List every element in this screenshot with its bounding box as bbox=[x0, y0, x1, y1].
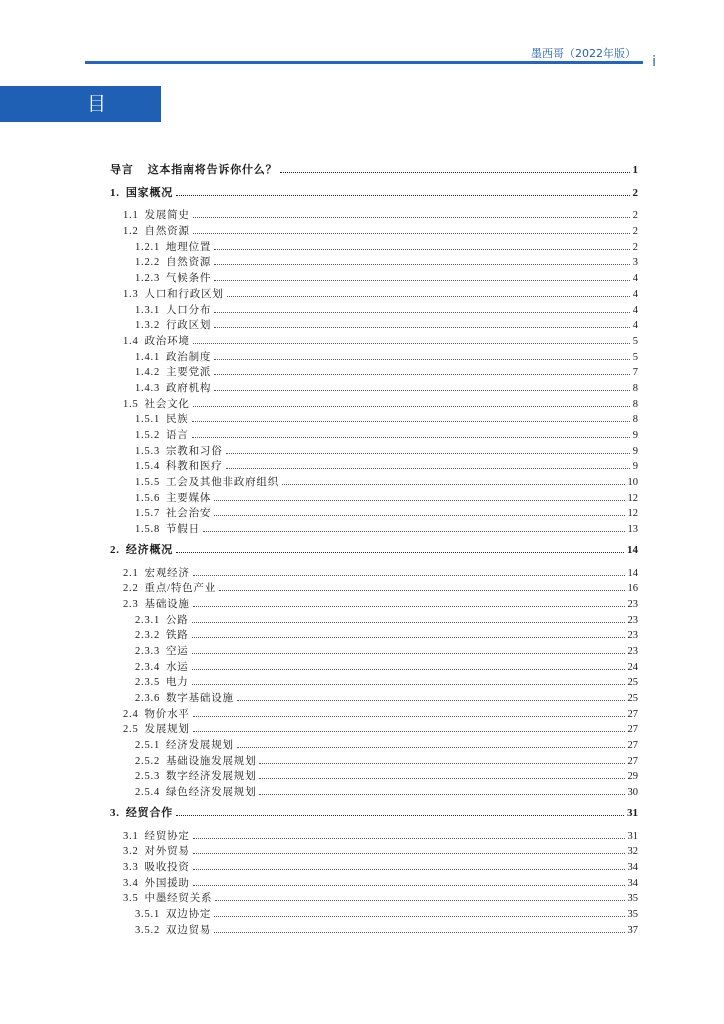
toc-entry-page: 10 bbox=[627, 477, 638, 489]
dot-leader bbox=[214, 373, 630, 375]
toc-entry-number: 2.1 bbox=[123, 567, 139, 579]
toc-entry-title: 语言 bbox=[166, 430, 189, 441]
toc-entry-title: 对外贸易 bbox=[144, 846, 190, 858]
toc-entry[interactable] bbox=[110, 860, 638, 876]
dot-leader bbox=[227, 295, 630, 297]
dot-leader bbox=[193, 715, 625, 717]
toc-entry-title: 宏观经济 bbox=[144, 567, 190, 579]
toc-entry-number: 2.3.3 bbox=[135, 645, 160, 657]
toc-entry-title: 物价水平 bbox=[144, 708, 190, 720]
toc-entry[interactable] bbox=[110, 350, 638, 366]
toc-entry-number: 3.3 bbox=[123, 861, 139, 873]
toc-entry-page: 23 bbox=[627, 614, 638, 626]
toc-entry-number: 3.5 bbox=[123, 893, 139, 905]
toc-entry-page: 2 bbox=[632, 226, 638, 238]
toc-entry[interactable] bbox=[110, 475, 638, 491]
toc-entry-title: 地理位置 bbox=[166, 241, 212, 253]
toc-entry-page: 34 bbox=[627, 861, 638, 873]
toc-entry-number: 2.2 bbox=[123, 583, 139, 595]
toc-entry-title: 节假日 bbox=[166, 524, 200, 536]
toc-entry[interactable] bbox=[110, 506, 638, 522]
dot-leader bbox=[193, 574, 625, 576]
toc-entry-page: 12 bbox=[627, 508, 638, 520]
toc-entry-number: 1.2 bbox=[123, 226, 139, 238]
toc-entry[interactable] bbox=[110, 829, 638, 845]
toc-entry-number: 2.5.2 bbox=[135, 755, 160, 767]
toc-entry-title: 发展简史 bbox=[144, 210, 190, 222]
dot-leader bbox=[193, 405, 630, 407]
dot-leader bbox=[193, 837, 625, 839]
toc-entry[interactable] bbox=[110, 691, 638, 707]
dot-leader bbox=[192, 636, 625, 638]
dot-leader bbox=[192, 621, 625, 623]
toc-entry-page: 8 bbox=[632, 398, 638, 410]
dot-leader bbox=[226, 452, 630, 454]
toc-entry[interactable] bbox=[110, 444, 638, 460]
toc-entry[interactable] bbox=[110, 923, 638, 939]
dot-leader bbox=[214, 311, 630, 313]
toc-entry-page: 29 bbox=[627, 771, 638, 783]
toc-entry-title: 数字基础设施 bbox=[166, 693, 234, 704]
toc-entry-number: 1.5.1 bbox=[135, 414, 160, 426]
toc-entry-number: 2.4 bbox=[123, 708, 139, 720]
toc-entry-page: 2 bbox=[632, 186, 638, 199]
toc-entry[interactable] bbox=[110, 754, 638, 770]
toc-entry-number: 1.4 bbox=[123, 335, 139, 347]
toc-entry[interactable] bbox=[110, 644, 638, 660]
dot-leader bbox=[259, 762, 624, 764]
toc-entry[interactable] bbox=[110, 163, 638, 179]
dot-leader bbox=[214, 358, 630, 360]
toc-entry-number: 2.5.4 bbox=[135, 787, 160, 799]
toc-entry-page: 23 bbox=[627, 598, 638, 610]
dot-leader bbox=[193, 884, 625, 886]
toc-entry-number: 1.5.8 bbox=[135, 524, 160, 536]
dot-leader bbox=[214, 389, 630, 391]
dot-leader bbox=[237, 699, 625, 701]
dot-leader bbox=[176, 551, 624, 553]
toc-entry-number: 2.3.1 bbox=[135, 614, 160, 626]
toc-entry-title: 公路 bbox=[166, 614, 189, 626]
toc-entry-page: 4 bbox=[632, 273, 638, 285]
dot-leader bbox=[214, 499, 624, 501]
toc-entry-page: 32 bbox=[627, 846, 638, 858]
toc-entry[interactable] bbox=[110, 738, 638, 754]
toc-entry-title: 主要党派 bbox=[166, 367, 212, 379]
toc-entry-title: 自然资源 bbox=[144, 226, 190, 238]
toc-entry-title: 工会及其他非政府组织 bbox=[166, 477, 279, 489]
toc-entry-number: 3.5.1 bbox=[135, 908, 160, 920]
toc-entry-title: 水运 bbox=[166, 661, 189, 673]
toc-entry-number: 1.3.1 bbox=[135, 304, 160, 316]
header-rule bbox=[85, 61, 643, 64]
toc-entry-page: 31 bbox=[627, 830, 638, 842]
toc-entry[interactable] bbox=[110, 271, 638, 287]
toc-entry[interactable] bbox=[110, 844, 638, 860]
toc-entry[interactable] bbox=[110, 365, 638, 381]
toc-entry-page: 30 bbox=[627, 787, 638, 799]
dot-leader bbox=[214, 915, 624, 917]
dot-leader bbox=[226, 467, 630, 469]
toc-entry-page: 4 bbox=[632, 304, 638, 316]
toc-entry-number: 1.5.4 bbox=[135, 461, 160, 473]
toc-entry[interactable] bbox=[110, 628, 638, 644]
dot-leader bbox=[192, 436, 630, 438]
dot-leader bbox=[282, 483, 625, 485]
toc-entry-page: 5 bbox=[632, 335, 638, 347]
toc-entry[interactable] bbox=[110, 876, 638, 892]
toc-entry-title: 外国援助 bbox=[144, 877, 190, 889]
toc-entry-number: 2. bbox=[110, 543, 120, 556]
toc-entry-page: 4 bbox=[632, 288, 638, 300]
toc-entry[interactable] bbox=[110, 581, 638, 597]
dot-leader bbox=[214, 279, 630, 281]
toc-entry-number: 3.1 bbox=[123, 830, 139, 842]
dot-leader bbox=[203, 530, 625, 532]
toc-entry[interactable] bbox=[110, 412, 638, 428]
dot-leader bbox=[192, 652, 625, 654]
toc-entry-number: 1.5.7 bbox=[135, 508, 160, 520]
toc-entry-title: 双边贸易 bbox=[166, 924, 212, 936]
toc-entry-number: 1.5 bbox=[123, 398, 139, 410]
toc-entry[interactable] bbox=[110, 287, 638, 303]
toc-entry-number: 3. bbox=[110, 806, 120, 819]
toc-entry-title: 双边协定 bbox=[166, 908, 212, 920]
toc-entry-number: 1.2.2 bbox=[135, 257, 160, 269]
toc-entry[interactable] bbox=[110, 522, 638, 538]
toc-entry-number: 1.4.1 bbox=[135, 351, 160, 363]
toc-entry-title: 电力 bbox=[166, 677, 189, 689]
toc-entry[interactable] bbox=[110, 566, 638, 582]
toc-entry-page: 35 bbox=[627, 908, 638, 920]
toc-entry-page: 5 bbox=[632, 351, 638, 363]
toc-entry-title: 政府机构 bbox=[166, 382, 212, 394]
toc-entry-title: 社会治安 bbox=[166, 508, 212, 520]
dot-leader bbox=[176, 814, 624, 816]
dot-leader bbox=[219, 589, 624, 591]
toc-entry[interactable] bbox=[110, 255, 638, 271]
toc-entry-page: 16 bbox=[627, 583, 638, 595]
toc-entry-page: 35 bbox=[627, 893, 638, 905]
toc-entry-page: 25 bbox=[627, 677, 638, 689]
toc-entry[interactable] bbox=[110, 597, 638, 613]
toc-entry-number: 2.3.6 bbox=[135, 693, 160, 704]
dot-leader bbox=[193, 868, 625, 870]
toc-entry[interactable] bbox=[110, 891, 638, 907]
toc-entry-page: 12 bbox=[627, 492, 638, 504]
toc-entry-page: 9 bbox=[632, 445, 638, 457]
dot-leader bbox=[176, 194, 629, 196]
toc-entry-title: 国家概况 bbox=[125, 186, 174, 199]
toc-entry-title: 重点/特色产业 bbox=[144, 583, 217, 595]
toc-entry-number: 1.5.3 bbox=[135, 445, 160, 457]
toc-entry[interactable] bbox=[110, 240, 638, 256]
dot-leader bbox=[192, 420, 630, 422]
dot-leader bbox=[192, 683, 625, 685]
toc-entry-page: 4 bbox=[632, 320, 638, 332]
dot-leader bbox=[214, 263, 630, 265]
toc-entry-number: 2.5 bbox=[123, 724, 139, 736]
dot-leader bbox=[259, 793, 624, 795]
toc-entry-page: 7 bbox=[632, 367, 638, 379]
toc-entry-number: 3.2 bbox=[123, 846, 139, 858]
toc-entry-number: 2.3.2 bbox=[135, 630, 160, 642]
toc-entry[interactable] bbox=[110, 303, 638, 319]
toc-entry-title: 经贸合作 bbox=[125, 806, 174, 819]
toc-entry[interactable] bbox=[110, 208, 638, 224]
toc-entry-number: 1.5.5 bbox=[135, 477, 160, 489]
dot-leader bbox=[192, 668, 625, 670]
toc-entry-number: 导言 bbox=[110, 164, 134, 176]
toc-title: 目录 bbox=[0, 86, 161, 122]
toc-entry-number: 1.2.1 bbox=[135, 241, 160, 253]
toc-entry-title: 人口分布 bbox=[166, 304, 212, 316]
toc-entry-page: 27 bbox=[627, 755, 638, 767]
toc-entry[interactable] bbox=[110, 785, 638, 801]
toc-entry[interactable] bbox=[110, 722, 638, 738]
toc-entry-title: 政治环境 bbox=[144, 335, 190, 347]
toc-entry-title: 这本指南将告诉你什么？ bbox=[147, 164, 278, 176]
dot-leader bbox=[193, 730, 625, 732]
toc-entry-page: 9 bbox=[632, 430, 638, 441]
toc-entry[interactable] bbox=[110, 707, 638, 723]
toc-entry-number: 1.2.3 bbox=[135, 273, 160, 285]
dot-leader bbox=[280, 171, 629, 173]
toc-entry[interactable] bbox=[110, 224, 638, 240]
toc-entry[interactable] bbox=[110, 186, 638, 202]
dot-leader bbox=[237, 746, 625, 748]
toc-entry-page: 14 bbox=[627, 567, 638, 579]
toc-entry-number: 1.5.2 bbox=[135, 430, 160, 441]
toc-entry[interactable] bbox=[110, 428, 638, 444]
toc-entry-title: 行政区划 bbox=[166, 320, 212, 332]
dot-leader bbox=[193, 342, 630, 344]
toc-entry-title: 基础设施 bbox=[144, 598, 190, 610]
toc-entry-title: 中墨经贸关系 bbox=[144, 893, 213, 905]
toc-entry-page: 3 bbox=[632, 257, 638, 269]
toc-entry-page: 23 bbox=[627, 645, 638, 657]
toc-entry[interactable] bbox=[110, 675, 638, 691]
toc-entry-title: 自然资源 bbox=[166, 257, 212, 269]
toc-entry-title: 经贸协定 bbox=[144, 830, 190, 842]
toc-entry-page: 27 bbox=[627, 740, 638, 752]
toc-entry-number: 1.1 bbox=[123, 210, 139, 222]
toc-entry-title: 发展规划 bbox=[144, 724, 190, 736]
page-number: i bbox=[652, 54, 656, 70]
toc-entry-number: 2.3 bbox=[123, 598, 139, 610]
toc-entry-title: 经济概况 bbox=[125, 543, 174, 556]
toc-entry[interactable] bbox=[110, 459, 638, 475]
toc-entry[interactable] bbox=[110, 806, 638, 822]
dot-leader bbox=[215, 899, 624, 901]
toc-entry-page: 31 bbox=[627, 806, 638, 819]
toc-entry-title: 空运 bbox=[166, 645, 189, 657]
toc-entry-title: 科教和医疗 bbox=[166, 461, 223, 473]
toc-entry-page: 8 bbox=[632, 414, 638, 426]
toc-entry[interactable] bbox=[110, 543, 638, 559]
toc-entry-number: 1. bbox=[110, 186, 120, 199]
toc-entry-title: 政治制度 bbox=[166, 351, 212, 363]
toc-entry-page: 27 bbox=[627, 708, 638, 720]
dot-leader bbox=[193, 216, 630, 218]
dot-leader bbox=[214, 326, 630, 328]
toc-entry-page: 13 bbox=[627, 524, 638, 536]
toc-entry[interactable] bbox=[110, 334, 638, 350]
toc-entry[interactable] bbox=[110, 397, 638, 413]
toc-entry-number: 2.3.5 bbox=[135, 677, 160, 689]
toc-entry-page: 2 bbox=[632, 210, 638, 222]
toc-entry-title: 绿色经济发展规划 bbox=[166, 787, 257, 799]
toc-entry-title: 吸收投资 bbox=[144, 861, 190, 873]
toc-entry-number: 1.3.2 bbox=[135, 320, 160, 332]
toc-entry-title: 社会文化 bbox=[144, 398, 190, 410]
toc-entry-page: 25 bbox=[627, 693, 638, 704]
toc-entry-page: 37 bbox=[627, 924, 638, 936]
toc-entry-number: 1.4.3 bbox=[135, 382, 160, 394]
toc-entry-number: 3.5.2 bbox=[135, 924, 160, 936]
toc-entry-page: 2 bbox=[632, 241, 638, 253]
dot-leader bbox=[259, 777, 624, 779]
toc-entry-page: 34 bbox=[627, 877, 638, 889]
toc-entry-number: 2.5.1 bbox=[135, 740, 160, 752]
table-of-contents bbox=[110, 163, 638, 938]
toc-entry[interactable] bbox=[110, 907, 638, 923]
toc-entry-number: 2.5.3 bbox=[135, 771, 160, 783]
toc-entry-page: 24 bbox=[627, 661, 638, 673]
toc-entry-number: 3.4 bbox=[123, 877, 139, 889]
toc-entry-page: 27 bbox=[627, 724, 638, 736]
toc-entry-title: 民族 bbox=[166, 414, 189, 426]
toc-entry-title: 数字经济发展规划 bbox=[166, 771, 257, 783]
toc-entry-number: 2.3.4 bbox=[135, 661, 160, 673]
toc-entry[interactable] bbox=[110, 769, 638, 785]
toc-entry-page: 14 bbox=[627, 543, 638, 556]
dot-leader bbox=[214, 931, 624, 933]
toc-entry-title: 气候条件 bbox=[166, 273, 212, 285]
dot-leader bbox=[193, 852, 625, 854]
toc-entry-page: 9 bbox=[632, 461, 638, 473]
toc-entry[interactable] bbox=[110, 660, 638, 676]
toc-entry-page: 8 bbox=[632, 382, 638, 394]
dot-leader bbox=[193, 605, 625, 607]
toc-entry[interactable] bbox=[110, 613, 638, 629]
toc-entry-title: 人口和行政区划 bbox=[144, 288, 224, 300]
toc-entry[interactable] bbox=[110, 491, 638, 507]
toc-entry-number: 1.5.6 bbox=[135, 492, 160, 504]
toc-entry-page: 1 bbox=[632, 164, 638, 176]
dot-leader bbox=[214, 514, 624, 516]
dot-leader bbox=[214, 248, 630, 250]
toc-entry-title: 铁路 bbox=[166, 630, 189, 642]
toc-entry[interactable] bbox=[110, 381, 638, 397]
toc-entry-title: 基础设施发展规划 bbox=[166, 755, 257, 767]
toc-entry-number: 1.3 bbox=[123, 288, 139, 300]
toc-entry-page: 23 bbox=[627, 630, 638, 642]
dot-leader bbox=[193, 232, 630, 234]
toc-entry-title: 主要媒体 bbox=[166, 492, 212, 504]
toc-entry-title: 经济发展规划 bbox=[166, 740, 234, 752]
toc-entry-number: 1.4.2 bbox=[135, 367, 160, 379]
toc-entry-title: 宗教和习俗 bbox=[166, 445, 223, 457]
running-title: 墨西哥（2022年版） bbox=[531, 47, 636, 60]
toc-entry[interactable] bbox=[110, 318, 638, 334]
